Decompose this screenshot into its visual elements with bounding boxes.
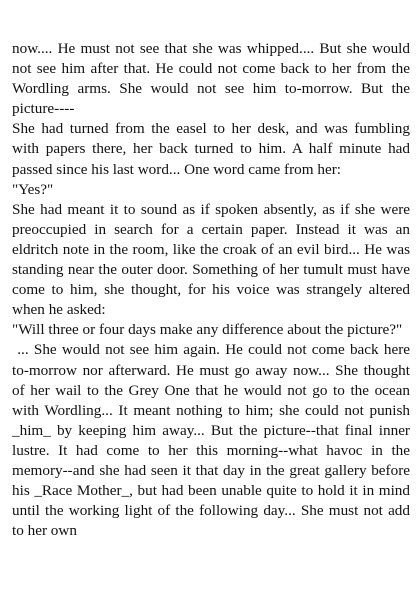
- paragraph: "Yes?": [12, 180, 54, 198]
- paragraph: She had turned from the easel to her desk, and was fumbling with papers there, her back turned to him. A half minute had passed since his last word... One word came from her:: [12, 120, 410, 178]
- paragraph: She had meant it to sound as if spoken absently, as if she were preoccupied in search for a certain paper. Instead it was an eldritch note in the room, like the croak of an evil bird... He was standing near the outer door. Something of her tumult must have come to him, she thought, for his voice was strangely altered when he asked:: [12, 200, 410, 319]
- paragraph: "Will three or four days make any difference about the picture?": [12, 321, 403, 339]
- paragraph: ... She would not see him again. He could not come back here to-morrow nor afterward. He must go away now... She thought of her wail to the Grey One that he would not go to the ocean with Wordling... It meant nothing to him; she could not punish _him_ by keeping him away... But the picture--that final inner lustre. It had come to her this morning--what havoc in the memory--and she had seen it that day in the great gallery before his _Race Mother_, but had been unable quite to hold it in mind until the working light of the following day... She must not add to her own: [12, 341, 410, 540]
- page-text: [12, 39, 410, 541]
- paragraph: now.... He must not see that she was whipped.... But she would not see him after that. He could not come back to her from the Wordling arms. She would not see him to-morrow. But the picture----: [12, 40, 410, 118]
